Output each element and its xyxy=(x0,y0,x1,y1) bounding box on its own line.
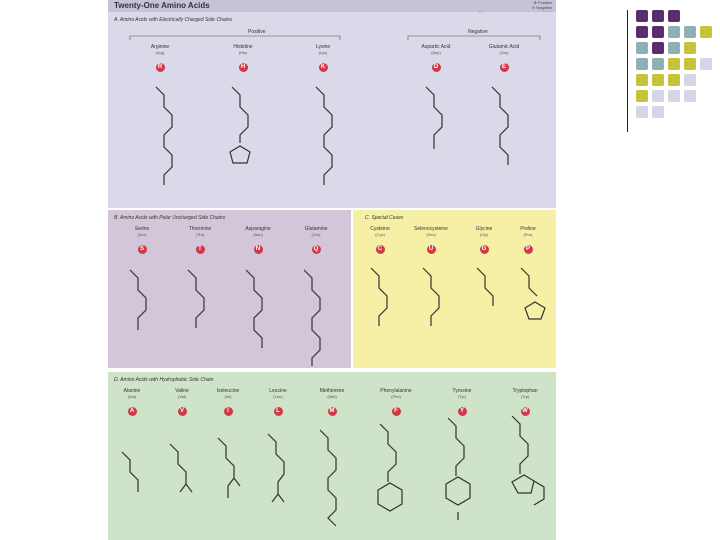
panel-a-structures xyxy=(108,12,556,208)
acid-name: Alanine xyxy=(123,388,141,394)
decor-square xyxy=(652,106,664,118)
acid-abbr: (Ala) xyxy=(127,394,137,399)
decor-square xyxy=(668,42,680,54)
decor-square xyxy=(700,58,712,70)
acid-name: Arginine xyxy=(150,44,170,50)
panel-d-heading: D. Amino Acids with Hydrophobic Side Chain xyxy=(114,377,214,383)
acid-name: Aspartic Acid xyxy=(421,44,451,50)
panel-polar xyxy=(108,210,351,368)
decor-square xyxy=(700,26,712,38)
decor-square xyxy=(652,26,664,38)
acid-name: Selenocysteine xyxy=(414,226,448,232)
acid-abbr: (Cys) xyxy=(375,232,385,237)
acid-abbr: (Trp) xyxy=(520,394,530,399)
acid-code-badge: R xyxy=(156,63,165,72)
acid-code-badge: K xyxy=(319,63,328,72)
acid-name: Tryptophan xyxy=(512,388,538,394)
acid-name: Phenylalanine xyxy=(380,388,412,394)
acid-name: Asparagine xyxy=(245,226,271,232)
acid-name: Cysteine xyxy=(370,226,390,232)
chart-title-bar xyxy=(108,0,556,12)
acid-code-badge: V xyxy=(178,407,187,416)
acid-abbr: (Ile) xyxy=(224,394,232,399)
decor-square xyxy=(636,26,648,38)
group-positive: Positive xyxy=(248,29,266,35)
acid-code-badge: L xyxy=(274,407,283,416)
acid-code-badge: N xyxy=(254,245,263,254)
chart-title: Twenty-One Amino Acids xyxy=(114,1,210,10)
acid-code-badge: Y xyxy=(458,407,467,416)
decor-square xyxy=(636,58,648,70)
acid-abbr: (Leu) xyxy=(273,394,283,399)
acid-name: Glutamic Acid xyxy=(488,44,520,50)
acid-code-badge: S xyxy=(138,245,147,254)
acid-code-badge: G xyxy=(480,245,489,254)
acid-name: Tyrosine xyxy=(452,388,472,394)
acid-code-badge: U xyxy=(427,245,436,254)
decor-square xyxy=(668,90,680,102)
acid-code-badge: W xyxy=(522,408,528,414)
decor-square xyxy=(684,74,696,86)
acid-abbr: (Asn) xyxy=(253,232,263,237)
decor-square xyxy=(684,42,696,54)
decor-square xyxy=(636,74,648,86)
acid-abbr: (Pro) xyxy=(523,232,533,237)
legend-negative: ⊖ Negative xyxy=(531,5,552,10)
panel-d-structures xyxy=(108,372,556,540)
acid-abbr: (Gly) xyxy=(479,232,489,237)
acid-code-badge: T xyxy=(196,245,205,254)
panel-b-heading: B. Amino Acids with Polar Uncharged Side Chains xyxy=(114,215,226,221)
acid-name: Lysine xyxy=(315,44,331,50)
group-negative: Negative xyxy=(468,29,488,35)
acid-code-badge: E xyxy=(500,63,509,72)
decor-square xyxy=(684,26,696,38)
acid-abbr: (Phe) xyxy=(391,394,401,399)
acid-name: Valine xyxy=(175,388,189,394)
panel-special xyxy=(353,210,556,368)
acid-abbr: (His) xyxy=(238,50,248,55)
decor-square xyxy=(668,10,680,22)
acid-name: Isoleucine xyxy=(216,388,240,394)
decor-square xyxy=(652,58,664,70)
acid-abbr: (Thr) xyxy=(195,232,205,237)
acid-name: Proline xyxy=(520,226,536,232)
panel-c-heading: C. Special Cases xyxy=(365,215,404,221)
acid-code-badge: P xyxy=(524,245,533,254)
acid-name: Threonine xyxy=(188,226,212,232)
acid-abbr: (Asp) xyxy=(431,50,441,55)
acid-name: Glycine xyxy=(475,226,493,232)
decor-square-grid xyxy=(626,10,716,130)
amino-acid-chart xyxy=(108,0,556,540)
acid-name: Glutamine xyxy=(304,226,328,232)
acid-abbr: (Tyr) xyxy=(457,394,467,399)
decor-square xyxy=(652,74,664,86)
panel-hydrophobic xyxy=(108,372,556,540)
decor-square xyxy=(668,74,680,86)
panel-a-heading: A. Amino Acids with Electrically Charged Side Chains xyxy=(114,17,233,23)
acid-abbr: (Arg) xyxy=(155,50,165,55)
decor-square xyxy=(684,58,696,70)
acid-name: Histidine xyxy=(233,44,253,50)
acid-name: Leucine xyxy=(269,388,287,394)
acid-code-badge: H xyxy=(239,63,248,72)
acid-name: Serine xyxy=(134,226,150,232)
decor-square xyxy=(668,26,680,38)
acid-code-badge: I xyxy=(224,407,233,416)
decor-square xyxy=(652,10,664,22)
decor-square xyxy=(636,106,648,118)
acid-code-badge: C xyxy=(376,245,385,254)
acid-abbr: (Gln) xyxy=(311,232,321,237)
acid-abbr: (Lys) xyxy=(318,50,328,55)
acid-code-badge: Q xyxy=(312,245,321,254)
panel-b-structures xyxy=(108,210,351,368)
panel-c-structures xyxy=(353,210,556,368)
decor-square xyxy=(652,90,664,102)
acid-code-badge: F xyxy=(392,407,401,416)
decor-square xyxy=(636,10,648,22)
decor-square xyxy=(636,42,648,54)
acid-code-badge: D xyxy=(432,63,441,72)
decor-square xyxy=(668,58,680,70)
decor-square xyxy=(636,90,648,102)
acid-name: Methionine xyxy=(319,388,345,394)
acid-abbr: (Sec) xyxy=(426,232,436,237)
acid-abbr: (Val) xyxy=(177,394,187,399)
panel-charged xyxy=(108,12,556,208)
decor-square xyxy=(684,90,696,102)
acid-abbr: (Met) xyxy=(327,394,337,399)
acid-abbr: (Ser) xyxy=(137,232,147,237)
acid-code-badge: M xyxy=(329,408,335,414)
decor-square xyxy=(652,42,664,54)
acid-abbr: (Glu) xyxy=(499,50,509,55)
acid-code-badge: A xyxy=(128,407,137,416)
legend-positive: ⊕ Positive xyxy=(533,0,552,5)
